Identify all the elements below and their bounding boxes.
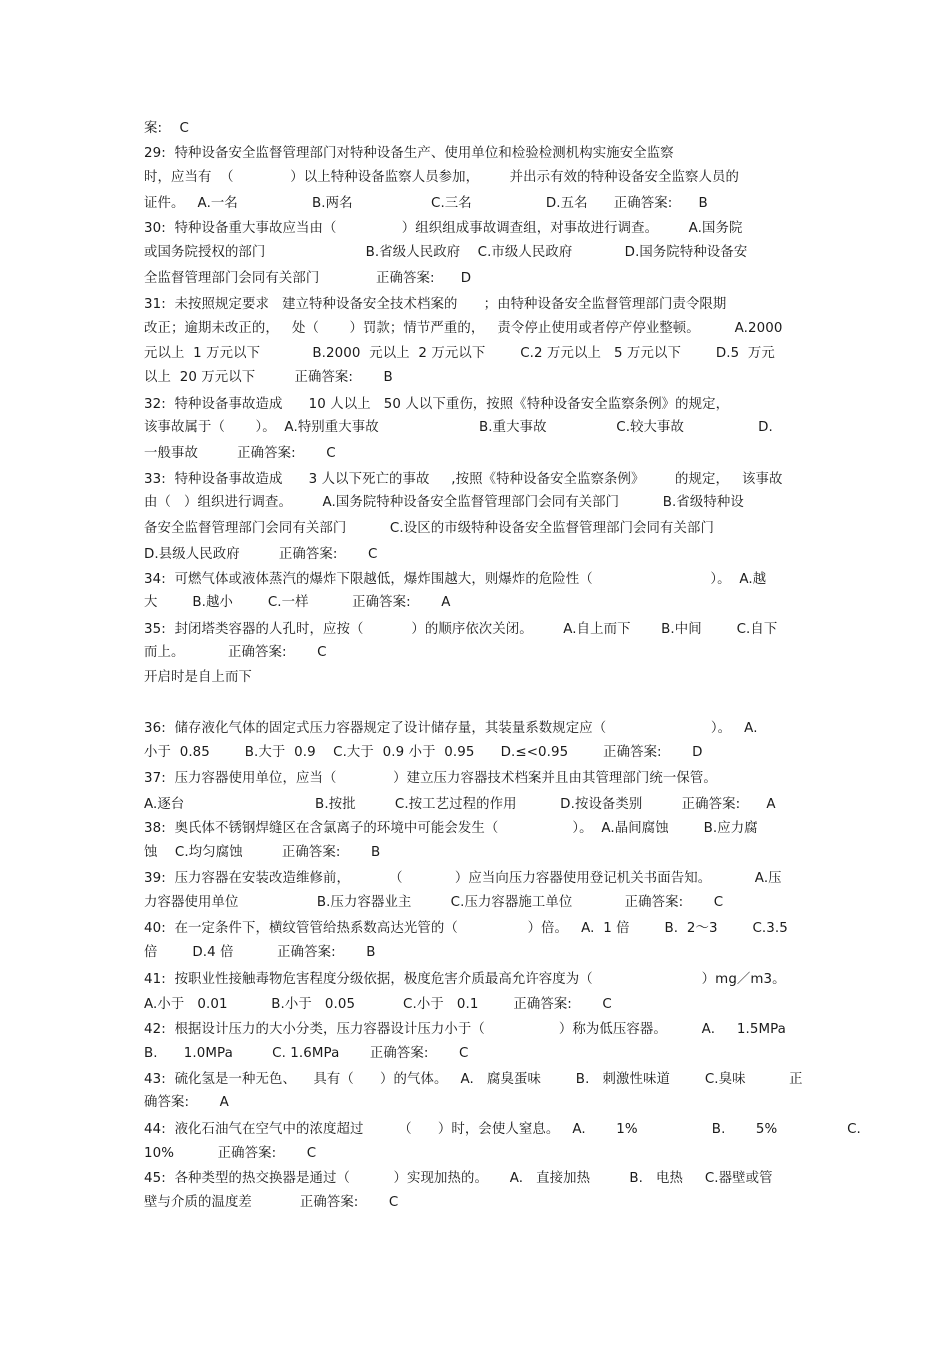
text-line: 38: 奥氏体不锈钢焊缝区在含氯离子的环境中可能会发生（ ）。 A.晶间腐蚀 B.应力腐 — [144, 821, 758, 836]
text-line: 31: 未按照规定要求 建立特种设备安全技术档案的 ；由特种设备安全监督管理部门责令限期 — [144, 297, 727, 312]
text-line: 37: 压力容器使用单位，应当（ ）建立压力容器技术档案并且由其管理部门统一保管。 — [144, 771, 717, 786]
text-line: 大 B.越小 C.一样 正确答案: A — [144, 595, 451, 610]
text-line: 确答案: A — [144, 1095, 229, 1110]
text-line: 32: 特种设备事故造成 10 人以上 50 人以下重伤，按照《特种设备安全监察条例》的规定， — [144, 397, 730, 412]
text-line: 元以上 1 万元以下 B.2000 元以上 2 万元以下 C.2 万元以上 5 万元以下 D.5 万元 — [144, 346, 775, 361]
text-line: 10% 正确答案: C — [144, 1146, 317, 1161]
text-line: 45: 各种类型的热交换器是通过（ ）实现加热的。 A. 直接加热 B. 电热 C.器壁或管 — [144, 1171, 773, 1186]
text-line: 42: 根据设计压力的大小分类，压力容器设计压力小于（ ）称为低压容器。 A. 1.5MPa — [144, 1022, 786, 1037]
text-line: 开启时是自上而下 — [144, 670, 252, 685]
text-line: 备安全监督管理部门会同有关部门 C.设区的市级特种设备安全监督管理部门会同有关部门 — [144, 521, 715, 536]
text-line: 改正；逾期未改正的， 处（ ）罚款；情节严重的， 责令停止使用或者停产停业整顿。 A.2000 — [144, 321, 783, 336]
text-line: 一般事故 正确答案: C — [144, 446, 336, 461]
text-line: 41: 按职业性接触毒物危害程度分级依据，极度危害介质最高允许容度为（ ）mg／m3。 — [144, 972, 786, 987]
text-line: 时，应当有 （ ）以上特种设备监察人员参加， 并出示有效的特种设备安全监察人员的 — [144, 170, 739, 185]
text-line: 而上。 正确答案: C — [144, 645, 327, 660]
text-line: 全监督管理部门会同有关部门 正确答案: D — [144, 271, 472, 286]
text-line: 倍 D.4 倍 正确答案: B — [144, 945, 376, 960]
text-line: 30: 特种设备重大事故应当由（ ）组织组成事故调查组，对事故进行调查。 A.国务院 — [144, 221, 743, 236]
text-line: 或国务院授权的部门 B.省级人民政府 C.市级人民政府 D.国务院特种设备安 — [144, 245, 748, 260]
text-line: 案: C — [144, 121, 189, 136]
text-line: 33: 特种设备事故造成 3 人以下死亡的事故 ,按照《特种设备安全监察条例》 的规定， 该事故 — [144, 472, 783, 487]
text-line: 43: 硫化氢是一种无色、 具有（ ）的气体。 A. 腐臭蛋味 B. 刺激性味道 C.臭味 正 — [144, 1072, 803, 1087]
text-line: 40: 在一定条件下，横纹管管给热系数高达光管的（ ）倍。 A. 1 倍 B. 2～3 C.3.5 — [144, 921, 788, 936]
text-line: 34: 可燃气体或液体蒸汽的爆炸下限越低，爆炸围越大，则爆炸的危险性（ ）。 A.越 — [144, 572, 767, 587]
text-line: B. 1.0MPa C. 1.6MPa 正确答案: C — [144, 1046, 469, 1061]
text-line: 以上 20 万元以下 正确答案: B — [144, 370, 393, 385]
text-line: 证件。 A.一名 B.两名 C.三名 D.五名 正确答案: B — [144, 196, 708, 211]
text-line: D.县级人民政府 正确答案: C — [144, 547, 378, 562]
text-line: 壁与介质的温度差 正确答案: C — [144, 1195, 399, 1210]
text-line: 该事故属于（ ）。 A.特别重大事故 B.重大事故 C.较大事故 D. — [144, 420, 773, 435]
text-line: 39: 压力容器在安装改造维修前， （ ）应当向压力容器使用登记机关书面告知。 A.压 — [144, 871, 782, 886]
text-line: 44: 液化石油气在空气中的浓度超过 （ ）时，会使人窒息。 A. 1% B. 5% C. — [144, 1122, 861, 1137]
text-line: A.逐台 B.按批 C.按工艺过程的作用 D.按设备类别 正确答案: A — [144, 797, 776, 812]
text-line: 36: 储存液化气体的固定式压力容器规定了设计储存量，其装量系数规定应（ ）。 A. — [144, 721, 758, 736]
text-line: 35: 封闭塔类容器的人孔时，应按（ ）的顺序依次关闭。 A.自上而下 B.中间 C.自下 — [144, 622, 778, 637]
text-line: 蚀 C.均匀腐蚀 正确答案: B — [144, 845, 381, 860]
text-line: 力容器使用单位 B.压力容器业主 C.压力容器施工单位 正确答案: C — [144, 895, 724, 910]
text-line: 由（ ）组织进行调查。 A.国务院特种设备安全监督管理部门会同有关部门 B.省级特种设 — [144, 495, 744, 510]
text-line: 29: 特种设备安全监督管理部门对特种设备生产、使用单位和检验检测机构实施安全监察 — [144, 146, 674, 161]
text-line: 小于 0.85 B.大于 0.9 C.大于 0.9 小于 0.95 D.≤<0.95 正确答案: D — [144, 745, 703, 760]
text-line: A.小于 0.01 B.小于 0.05 C.小于 0.1 正确答案: C — [144, 997, 612, 1012]
